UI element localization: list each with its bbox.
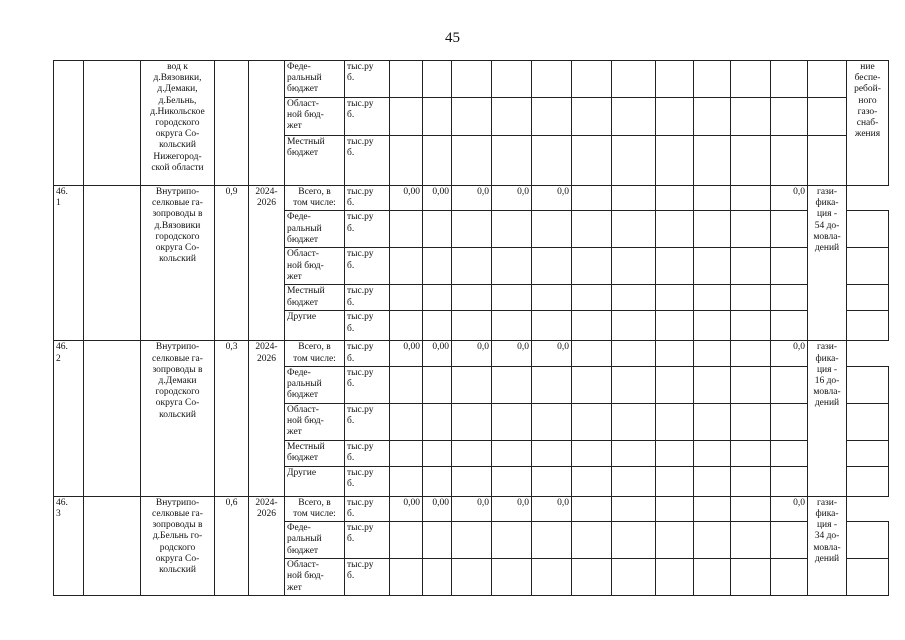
total-value: 0,0 bbox=[492, 186, 532, 211]
unit-label: тыс.ру б. bbox=[345, 341, 390, 366]
page-number: 45 bbox=[445, 30, 460, 46]
table-row bbox=[54, 61, 905, 98]
source-label: Всего, в том числе: bbox=[285, 186, 345, 211]
source-label: Местный бюджет bbox=[285, 285, 345, 311]
total-value: 0,00 bbox=[390, 341, 423, 366]
total-value: 0,00 bbox=[423, 341, 452, 366]
program-table bbox=[53, 60, 905, 596]
table-row bbox=[54, 186, 905, 211]
unit-label: тыс.ру б. bbox=[345, 440, 390, 466]
cont-length-cell bbox=[215, 61, 249, 186]
length-value: 0,9 bbox=[215, 186, 249, 341]
result-text: гази- фика- ция - 16 до- мовла- дений bbox=[808, 341, 847, 496]
source-label: Феде- ральный бюджет bbox=[285, 366, 345, 403]
unit-label: тыс.ру б. bbox=[345, 211, 390, 248]
unit-label: тыс.ру б. bbox=[345, 559, 390, 596]
unit-label: тыс.ру б. bbox=[345, 311, 390, 341]
period-value: 2024- 2026 bbox=[249, 341, 285, 496]
source-label: Местный бюджет bbox=[285, 440, 345, 466]
total-value: 0,0 bbox=[452, 341, 492, 366]
total-value: 0,0 bbox=[532, 341, 572, 366]
cont-object-name: вод к д.Вязовики, д.Демаки, д.Бельнь, д.Никольское городского округа Со- кольский Нижегород- ской области bbox=[141, 61, 215, 186]
source-label: Феде- ральный бюджет bbox=[285, 61, 345, 98]
object-name: Внутрипо- селковые га- зопроводы в д.Бельнь го- родского округа Со- кольский bbox=[141, 496, 215, 595]
source-label: Област- ной бюд- жет bbox=[285, 559, 345, 596]
cont-result-text: ние беспе- ребой- ного газо- снаб- жения bbox=[847, 61, 889, 186]
total-value: 0,0 bbox=[492, 496, 532, 521]
total-value: 0,00 bbox=[423, 496, 452, 521]
total-value: 0,0 bbox=[452, 496, 492, 521]
source-label: Област- ной бюд- жет bbox=[285, 98, 345, 136]
source-label: Феде- ральный бюджет bbox=[285, 522, 345, 559]
unit-label: тыс.ру б. bbox=[345, 248, 390, 285]
source-label: Всего, в том числе: bbox=[285, 496, 345, 521]
unit-label: тыс.ру б. bbox=[345, 403, 390, 440]
length-value: 0,6 bbox=[215, 496, 249, 595]
total-value: 0,00 bbox=[390, 186, 423, 211]
period-value: 2024- 2026 bbox=[249, 496, 285, 595]
unit-label: тыс.ру б. bbox=[345, 61, 390, 98]
total-value: 0,0 bbox=[771, 496, 808, 521]
unit-label: тыс.ру б. bbox=[345, 136, 390, 186]
source-label: Местный бюджет bbox=[285, 136, 345, 186]
total-value: 0,0 bbox=[771, 186, 808, 211]
total-value: 0,0 bbox=[492, 341, 532, 366]
source-label: Другие bbox=[285, 311, 345, 341]
total-value: 0,0 bbox=[452, 186, 492, 211]
row-index: 46. 2 bbox=[54, 341, 84, 496]
object-name: Внутрипо- селковые га- зопроводы в д.Вязовики городского округа Со- кольский bbox=[141, 186, 215, 341]
period-value: 2024- 2026 bbox=[249, 186, 285, 341]
unit-label: тыс.ру б. bbox=[345, 285, 390, 311]
total-value: 0,0 bbox=[532, 186, 572, 211]
row-index: 46. 3 bbox=[54, 496, 84, 595]
cont-index-cell bbox=[54, 61, 84, 186]
empty-cell bbox=[84, 496, 141, 595]
total-value: 0,00 bbox=[423, 186, 452, 211]
empty-cell bbox=[84, 341, 141, 496]
source-label: Всего, в том числе: bbox=[285, 341, 345, 366]
table-row bbox=[54, 341, 905, 366]
source-label: Другие bbox=[285, 466, 345, 496]
result-text: гази- фика- ция - 34 до- мовла- дений bbox=[808, 496, 847, 595]
row-index: 46. 1 bbox=[54, 186, 84, 341]
unit-label: тыс.ру б. bbox=[345, 522, 390, 559]
result-text: гази- фика- ция - 54 до- мовла- дений bbox=[808, 186, 847, 341]
source-label: Феде- ральный бюджет bbox=[285, 211, 345, 248]
unit-label: тыс.ру б. bbox=[345, 466, 390, 496]
empty-cell bbox=[84, 186, 141, 341]
cont-period-cell bbox=[249, 61, 285, 186]
cont-empty-cell bbox=[84, 61, 141, 186]
unit-label: тыс.ру б. bbox=[345, 186, 390, 211]
total-value: 0,0 bbox=[771, 341, 808, 366]
unit-label: тыс.ру б. bbox=[345, 366, 390, 403]
source-label: Област- ной бюд- жет bbox=[285, 403, 345, 440]
source-label: Област- ной бюд- жет bbox=[285, 248, 345, 285]
total-value: 0,0 bbox=[532, 496, 572, 521]
length-value: 0,3 bbox=[215, 341, 249, 496]
object-name: Внутрипо- селковые га- зопроводы в д.Демаки городского округа Со- кольский bbox=[141, 341, 215, 496]
unit-label: тыс.ру б. bbox=[345, 98, 390, 136]
table-row bbox=[54, 496, 905, 521]
total-value: 0,00 bbox=[390, 496, 423, 521]
unit-label: тыс.ру б. bbox=[345, 496, 390, 521]
